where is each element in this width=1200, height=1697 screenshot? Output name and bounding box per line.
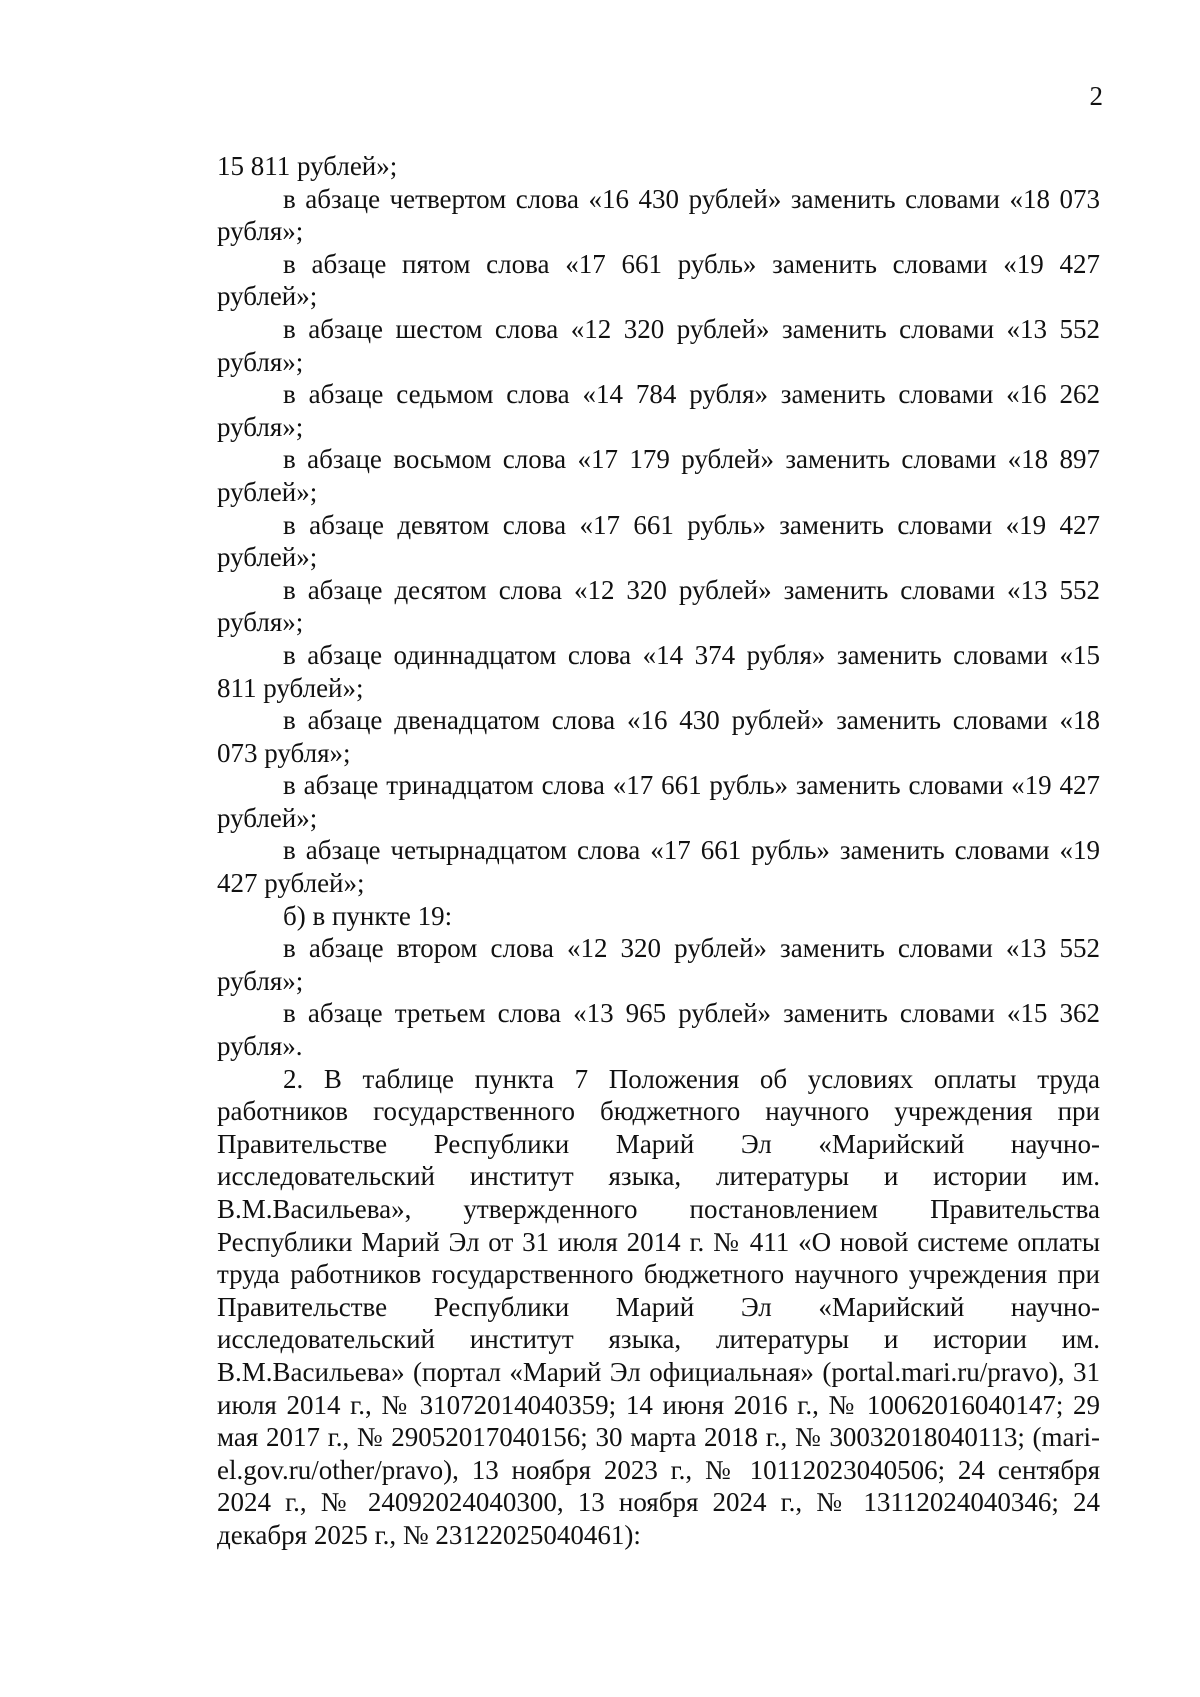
paragraph: в абзаце седьмом слова «14 784 рубля» заменить словами «16 262 рубля»; — [217, 379, 1100, 442]
paragraph: в абзаце третьем слова «13 965 рублей» заменить словами «15 362 рубля». — [217, 998, 1100, 1062]
paragraph: в абзаце шестом слова «12 320 рублей» заменить словами «13 552 рубля»; — [217, 313, 1100, 377]
paragraph: в абзаце одиннадцатом слова «14 374 рубля» заменить словами «15 811 рублей»; — [217, 639, 1100, 703]
paragraph: б) в пункте 19: — [283, 900, 453, 931]
paragraph: в абзаце втором слова «12 320 рублей» заменить словами «13 552 рубля»; — [217, 933, 1100, 996]
paragraph: в абзаце четвертом слова «16 430 рублей» заменить словами «18 073 рубля»; — [217, 183, 1100, 247]
paragraph: в абзаце восьмом слова «17 179 рублей» заменить словами «18 897 рублей»; — [217, 444, 1100, 507]
page-number: 2 — [1089, 81, 1103, 111]
paragraph: 15 811 рублей»; — [217, 151, 398, 181]
document-body — [217, 150, 1100, 1552]
paragraph: в абзаце двенадцатом слова «16 430 рублей» заменить словами «18 073 рубля»; — [217, 705, 1100, 768]
paragraph: в абзаце пятом слова «17 661 рубль» заменить словами «19 427 рублей»; — [217, 248, 1100, 312]
paragraph: в абзаце десятом слова «12 320 рублей» заменить словами «13 552 рубля»; — [217, 574, 1100, 638]
paragraph: 2. В таблице пункта 7 Положения об условиях оплаты труда работников государственного бюджетного научного учреждения при Правительстве Республики Марий Эл «Марийский научно-исследовательский институт языка, литературы и истории им. В.М.Васильева», утвержденного постановлением Правительства Республики Марий Эл от 31 июля 2014 г. № 411 «О новой системе оплаты труда работников государственного бюджетного научного учреждения при Правительстве Республики Марий Эл «Марийский научно-исследовательский институт языка, литературы и истории им. В.М.Васильева» (портал «Марий Эл официальная» (portal.mari.ru/pravo), 31 июля 2014 г., № 31072014040359; 14 июня 2016 г., № 10062016040147; 29 мая 2017 г., № 29052017040156; 30 марта 2018 г., № 30032018040113; (mari-el.gov.ru/other/pravo), 13 ноября 2023 г., № 10112023040506; 24 сентября 2024 г., № 24092024040300, 13 ноября 2024 г., № 13112024040346; 24 декабря 2025 г., № 23122025040461): — [217, 1063, 1100, 1550]
paragraph: в абзаце тринадцатом слова «17 661 рубль» заменить словами «19 427 рублей»; — [217, 770, 1100, 833]
paragraph: в абзаце девятом слова «17 661 рубль» заменить словами «19 427 рублей»; — [217, 509, 1100, 573]
paragraph: в абзаце четырнадцатом слова «17 661 рубль» заменить словами «19 427 рублей»; — [217, 835, 1100, 899]
